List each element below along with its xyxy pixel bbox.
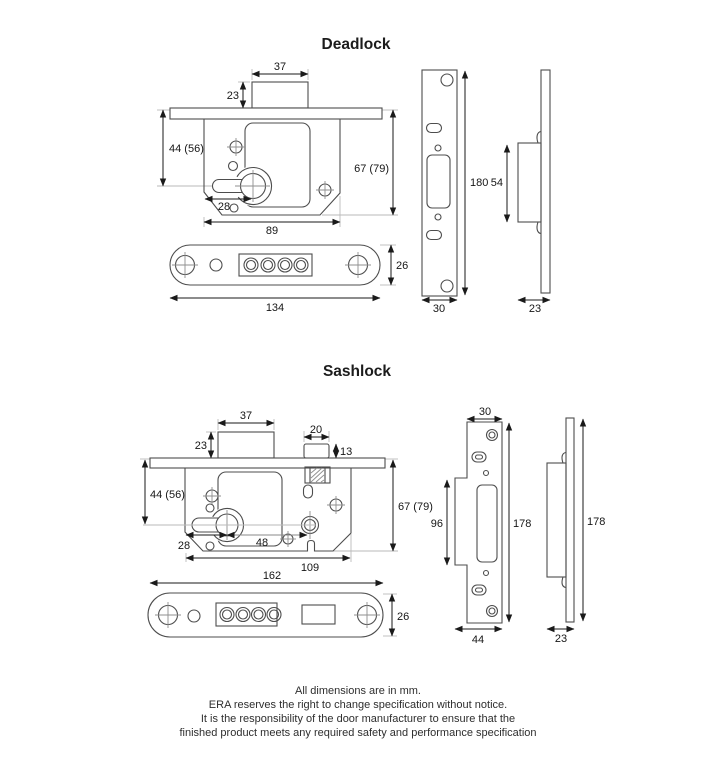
dim-label: 178 xyxy=(513,518,532,530)
dim-faceplate-length xyxy=(150,570,383,583)
dim-label: 26 xyxy=(396,260,409,272)
fixing-screw-icon xyxy=(316,181,334,199)
strike-bolt-opening xyxy=(427,155,450,208)
dim-label: 89 xyxy=(265,225,279,237)
strike-screw-hole xyxy=(441,74,453,86)
dim-strike-width-top xyxy=(467,406,502,419)
dim-side-depth xyxy=(518,300,550,315)
deadbolt xyxy=(252,82,308,108)
footer-line-2: ERA reserves the right to change specification without notice. xyxy=(208,699,508,711)
case-slot xyxy=(304,485,313,498)
case-hole xyxy=(206,504,214,512)
dim-strike-length xyxy=(509,423,531,622)
deadlock-strike-plate-view xyxy=(422,70,457,296)
faceplate-hole xyxy=(188,610,200,622)
pin-holes xyxy=(220,608,281,622)
deadlock-side-case xyxy=(518,143,541,222)
dim-bolt-height xyxy=(195,432,211,458)
footer-line-4: finished product meets any required safety and performance specification xyxy=(179,727,537,739)
dim-backset xyxy=(163,110,204,186)
faceplate-screw-icon xyxy=(155,602,181,628)
dim-label: 96 xyxy=(430,518,443,530)
case-clip xyxy=(562,577,566,588)
deadbolt xyxy=(218,432,274,458)
sashlock-forend-plate xyxy=(150,458,385,468)
dim-label: 28 xyxy=(177,540,191,552)
case-clip xyxy=(562,453,566,464)
dim-label: 23 xyxy=(528,303,542,315)
dim-label: 26 xyxy=(397,611,410,623)
dim-side-length xyxy=(583,419,605,621)
case-hole xyxy=(206,542,214,550)
strike-screw-hole xyxy=(487,606,498,617)
footer-notes xyxy=(179,685,536,739)
strike-screw-hole xyxy=(441,280,453,292)
dim-label: 20 xyxy=(309,424,323,436)
deadlock-title: Deadlock xyxy=(321,36,391,53)
strike-slot xyxy=(472,585,486,595)
dim-label: 37 xyxy=(273,61,287,73)
dim-case-height xyxy=(393,460,433,551)
case-clip xyxy=(537,222,541,234)
dim-label: 67 (79) xyxy=(354,163,389,175)
dim-label: 23 xyxy=(194,440,207,452)
pin-block xyxy=(216,603,277,626)
dim-label: 54 xyxy=(490,177,503,189)
latch-spring-mechanism xyxy=(305,467,330,483)
footer-line-3: It is the responsibility of the door manufacturer to ensure that the xyxy=(200,713,516,725)
dim-bolt-width xyxy=(252,61,308,74)
dim-label: 23 xyxy=(226,90,239,102)
sashlock-side-forend xyxy=(566,418,574,622)
pin-holes xyxy=(244,258,308,272)
strike-slot-inner xyxy=(476,588,483,592)
deadlock-section xyxy=(157,36,550,315)
deadlock-faceplate-view xyxy=(170,245,380,285)
dim-label: 44 (56) xyxy=(150,489,185,501)
dim-strike-length xyxy=(465,71,488,295)
case-hole xyxy=(230,204,238,212)
dim-case-depth xyxy=(491,145,507,222)
dim-label: 23 xyxy=(554,633,568,645)
dim-label: 180 xyxy=(470,177,489,189)
strike-slot xyxy=(472,452,486,462)
strike-pin-hole xyxy=(435,145,441,151)
dim-label: 13 xyxy=(340,446,353,458)
dim-label: 134 xyxy=(265,302,285,314)
case-hole xyxy=(229,162,238,171)
strike-slot-inner xyxy=(476,455,483,459)
strike-pin-hole xyxy=(484,471,489,476)
dim-backset xyxy=(145,460,185,524)
sashlock-title: Sashlock xyxy=(322,363,392,380)
strike-slot xyxy=(427,231,442,240)
faceplate-hole xyxy=(210,259,222,271)
sashlock-side-case xyxy=(547,463,566,577)
dim-label: 44 xyxy=(471,634,485,646)
faceplate-screw-icon xyxy=(172,252,198,278)
case-clip xyxy=(537,132,541,144)
faceplate-screw-icon xyxy=(345,252,371,278)
dim-faceplate-height xyxy=(392,594,409,636)
strike-pin-hole xyxy=(435,214,441,220)
dim-label: 44 (56) xyxy=(169,143,204,155)
footer-line-1: All dimensions are in mm. xyxy=(295,685,421,697)
dim-label: 178 xyxy=(587,516,606,528)
dim-case-height xyxy=(354,110,393,215)
strike-screw-hole-inner xyxy=(489,608,495,614)
dim-latch-width xyxy=(304,424,329,437)
dim-label: 67 (79) xyxy=(398,501,433,513)
sashlock-strike-plate-view xyxy=(455,422,502,623)
dim-case-width xyxy=(204,222,340,237)
latch-bolt xyxy=(304,444,329,458)
dim-label: 162 xyxy=(262,570,282,582)
dim-strike-box-height xyxy=(431,480,447,565)
sashlock-section xyxy=(140,363,605,646)
dim-faceplate-length xyxy=(170,298,380,314)
dim-faceplate-height xyxy=(391,245,408,285)
dim-label: 28 xyxy=(217,201,231,213)
latch-opening xyxy=(302,605,335,624)
deadlock-extension-lines xyxy=(157,69,398,285)
dim-bolt-height xyxy=(227,82,243,108)
dim-strike-width xyxy=(422,300,457,315)
fixing-screw-icon xyxy=(227,138,245,156)
deadlock-forend-plate xyxy=(170,108,382,119)
euro-cylinder-keyhole xyxy=(213,166,274,206)
sashlock-side-view xyxy=(547,418,574,622)
dim-label: 30 xyxy=(478,406,492,418)
dim-label: 48 xyxy=(255,537,269,549)
faceplate-screw-icon xyxy=(354,602,380,628)
strike-slot xyxy=(427,124,442,133)
dim-bolt-width xyxy=(218,410,274,423)
sashlock-faceplate-view xyxy=(148,593,383,637)
dim-latch-height xyxy=(336,444,352,458)
strike-screw-hole-inner xyxy=(489,432,495,438)
strike-bolt-opening xyxy=(477,485,497,562)
fixing-screw-icon xyxy=(327,496,345,514)
dim-label: 37 xyxy=(239,410,253,422)
strike-screw-hole xyxy=(487,430,498,441)
strike-pin-hole xyxy=(484,571,489,576)
dim-label: 109 xyxy=(300,562,320,574)
dim-side-depth xyxy=(547,629,574,645)
dim-label: 30 xyxy=(432,303,446,315)
dim-strike-width-bottom xyxy=(455,629,502,646)
deadlock-side-view xyxy=(518,70,550,293)
deadlock-side-forend xyxy=(541,70,550,293)
